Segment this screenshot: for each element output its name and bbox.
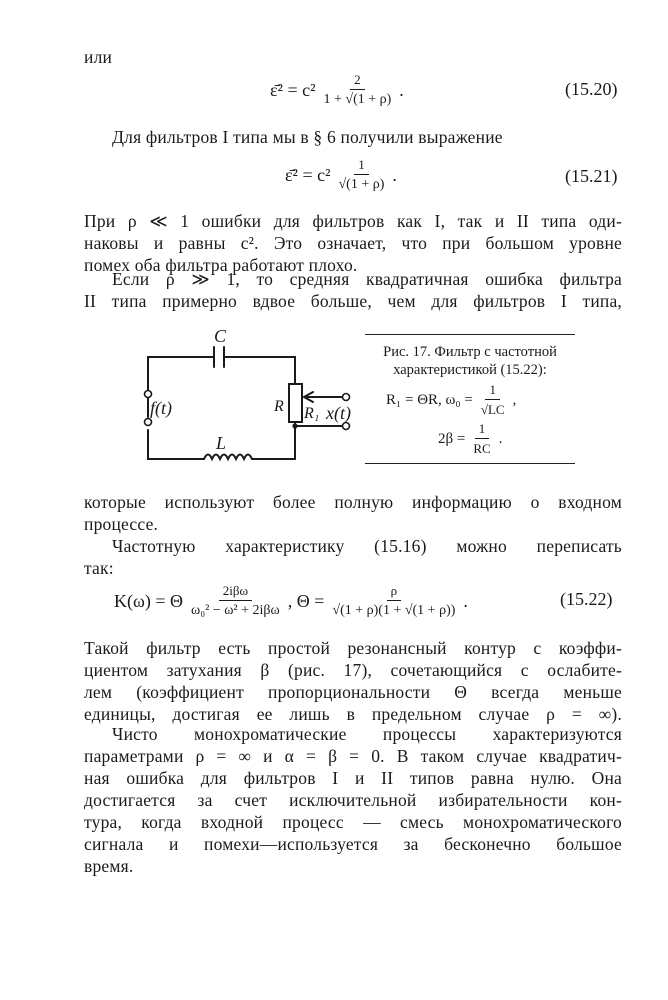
text-line: наковы и равны c². Это означает, что при большом уровне [84, 233, 622, 253]
text-line: Такой фильтр есть простой резонансный контур с коэффи- [84, 638, 622, 658]
output-terminal-top [343, 394, 350, 401]
text-line: которые используют более полную информацию о входном [84, 492, 622, 512]
junction-dot [292, 423, 297, 428]
text-line: помех оба фильтра работают плохо. [84, 255, 358, 275]
label-input-signal: f(t) [150, 398, 172, 418]
label-output-signal: x(t) [326, 403, 351, 423]
eq1522-numerator-2: ρ [387, 583, 402, 601]
cap-eq2-fraction [469, 421, 494, 457]
caption-rule-top [365, 334, 575, 335]
caption-equation-1 [386, 380, 516, 420]
eq1520-tail: . [399, 79, 404, 100]
eq1521-lhs: ε̄² = c² [285, 164, 331, 185]
paragraph-resonant-circuit [84, 637, 622, 725]
caption-equation-2 [438, 420, 502, 458]
paragraph-frequency-response [84, 535, 622, 579]
eq1520-numerator: 2 [350, 72, 365, 90]
eq1522-tail: . [463, 590, 468, 611]
paragraph-continuation [84, 491, 622, 535]
input-terminal-top [145, 391, 152, 398]
eq1521-numerator: 1 [354, 157, 369, 175]
equation-number-15-21: (15.21) [565, 166, 618, 186]
text-line: так: [84, 558, 114, 578]
cap-eq1-fraction [477, 382, 509, 418]
paragraph-type1-lead: Для фильтров I типа мы в § 6 получили выражение [112, 127, 503, 147]
text-line: тура, когда входной процесс — смесь монохроматического [84, 812, 622, 832]
eq1522-fraction-2 [328, 583, 459, 619]
output-terminal-bottom [343, 423, 350, 430]
text-line: время. [84, 856, 134, 876]
paragraph-large-rho [84, 268, 622, 312]
equation-number-15-22: (15.22) [560, 589, 613, 609]
eq1520-lhs: ε̄² = c² [270, 79, 316, 100]
eq1522-fraction-1 [187, 583, 284, 619]
label-capacitor: C [214, 326, 227, 346]
cap-eq1-denominator: √LC [480, 402, 505, 417]
eq1522-numerator-1: 2iβω [219, 583, 252, 601]
eq1521-fraction [335, 157, 389, 193]
cap-eq2-tail: . [498, 430, 503, 447]
word-ili: или [84, 47, 113, 67]
text-line: единицы, достигая ее лишь в предельном случае ρ = ∞). [84, 704, 622, 724]
text-line: Частотную характеристику (15.16) можно переписать [112, 536, 622, 556]
equation-15-21 [285, 153, 397, 197]
text-line: II типа примерно вдвое больше, чем для фильтров I типа, [84, 291, 622, 311]
text-line: достигается за счет исключительной избирательности кон- [84, 790, 622, 810]
label-resistor-1: R₁ [304, 405, 320, 422]
equation-15-20 [270, 68, 404, 112]
resistor-body [289, 384, 302, 422]
cap-eq1-tail: , [512, 391, 517, 408]
cap-eq1-lhs: R₁ = ΘR, ω₀ = [386, 391, 473, 408]
text-line: ная ошибка для фильтров I и II типов равна нулю. Она [84, 768, 622, 788]
eq1522-mid: , Θ = [287, 590, 325, 611]
caption-rule-bottom [365, 463, 575, 464]
paragraph-monochromatic [84, 723, 622, 877]
text-line: Чисто монохроматические процессы характеризуются [112, 724, 622, 744]
eq1520-fraction [320, 72, 396, 108]
eq1521-denominator: √(1 + ρ) [338, 177, 385, 192]
equation-number-15-20: (15.20) [565, 79, 618, 99]
cap-eq2-lhs: 2β = [438, 430, 466, 447]
text-line: Если ρ ≫ 1, то средняя квадратичная ошибка фильтра [112, 269, 622, 289]
cap-eq1-numerator: 1 [485, 382, 500, 400]
eq1520-denominator: 1 + √(1 + ρ) [323, 92, 392, 107]
text-line: сигнала и помехи—используется за бесконечно большое [84, 834, 622, 854]
text-line: циентом затухания β (рис. 17), сочетающийся с ослабите- [84, 660, 622, 680]
figure-17-caption [362, 343, 578, 379]
input-terminal-bottom [145, 419, 152, 426]
eq1522-denominator-1: ω₀² − ω² + 2iβω [191, 603, 280, 618]
inductor-coil [204, 455, 252, 460]
caption-line: Рис. 17. Фильтр с частотной [383, 344, 557, 360]
text-line: лем (коэффициент пропорциональности Θ всегда меньше [84, 682, 622, 702]
cap-eq2-denominator: RC [473, 441, 491, 456]
text-line: процессе. [84, 514, 159, 534]
paragraph-small-rho [84, 210, 622, 276]
label-resistor: R [274, 398, 284, 415]
bottom-wire-left [148, 430, 204, 459]
label-inductor: L [216, 433, 227, 453]
text-line: При ρ ≪ 1 ошибки для фильтров как I, так и II типа оди- [84, 211, 622, 231]
figure-17-circuit [130, 322, 365, 472]
caption-line: характеристикой (15.22): [393, 362, 547, 378]
cap-eq2-numerator: 1 [475, 421, 490, 439]
equation-15-22 [114, 578, 468, 624]
text-line: параметрами ρ = ∞ и α = β = 0. В таком случае квадратич- [84, 746, 622, 766]
top-wire-right [224, 357, 295, 384]
eq1522-denominator-2: √(1 + ρ)(1 + √(1 + ρ)) [332, 603, 456, 618]
eq1521-tail: . [392, 164, 397, 185]
eq1522-lhs: K(ω) = Θ [114, 590, 183, 611]
